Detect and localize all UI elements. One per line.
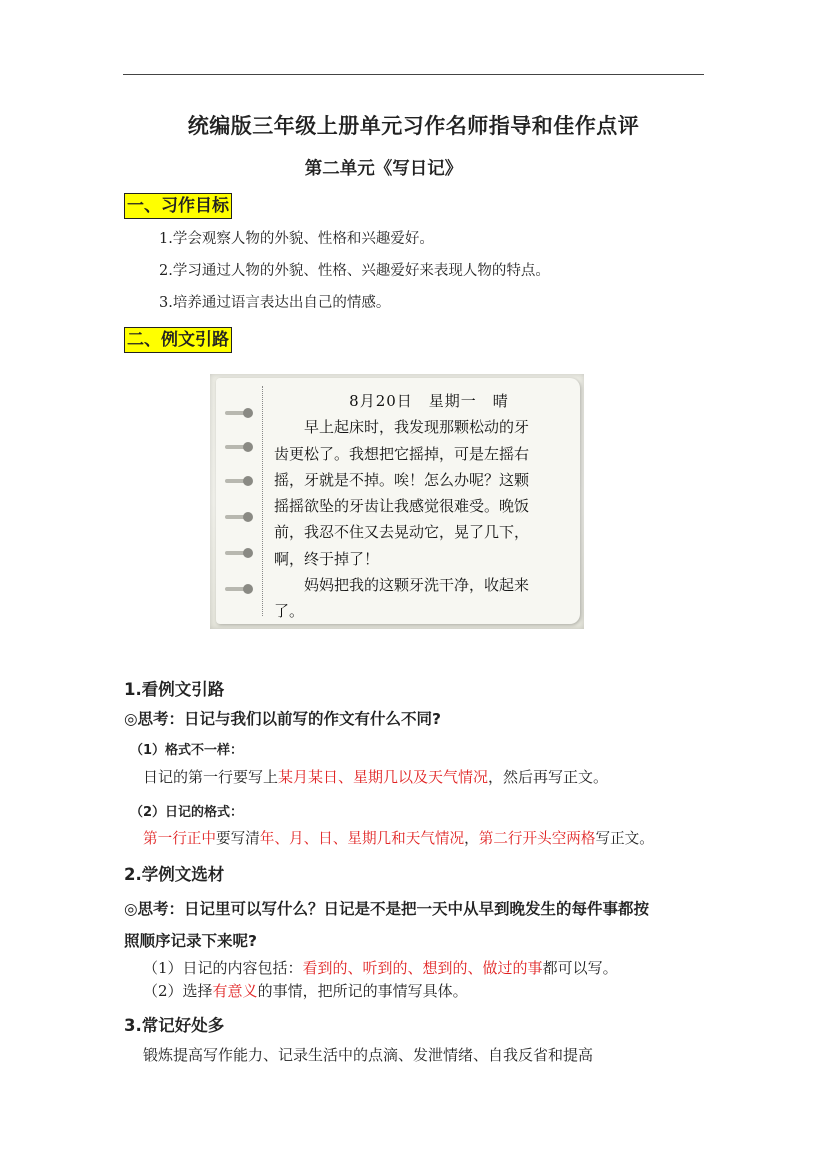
part2-item1 (143, 957, 618, 978)
diary-text (274, 388, 584, 625)
diary-date-line: 8月20日 星期一 晴 (349, 392, 509, 410)
part1-point1-label: （1）格式不一样： (130, 743, 244, 758)
red-text-span: 有意义 (212, 982, 258, 1000)
section-heading-goals: 一、习作目标 (124, 193, 232, 219)
text-span: 要写清 (215, 830, 260, 847)
part1-point2-label: （2）日记的格式： (130, 805, 244, 820)
text-span: 日记的第一行要写上 (143, 768, 279, 786)
part1-point1-text (143, 766, 608, 787)
text-span: ， (464, 830, 479, 847)
part1-heading: 1.看例文引路 (124, 680, 225, 699)
part2-question-line2: 照顺序记录下来呢? (124, 932, 257, 950)
part2-item2 (143, 980, 468, 1001)
red-text-span: 第二行开头空两格 (478, 830, 596, 847)
binder-ring-icon (225, 442, 259, 452)
text-span: （1）日记的内容包括： (143, 959, 303, 977)
text-span: （2）选择 (143, 982, 213, 1000)
section-heading-example: 二、例文引路 (124, 327, 232, 353)
page-subtitle (0, 155, 827, 180)
page-title: 统编版三年级上册单元习作名师指导和佳作点评 (187, 114, 640, 138)
goal-item: 3.培养通过语言表达出自己的情感。 (159, 295, 391, 311)
text-span: 写正文。 (595, 830, 654, 847)
goal-item: 1.学会观察人物的外貌、性格和兴趣爱好。 (159, 231, 434, 247)
binder-ring-icon (225, 548, 259, 558)
diary-line: 摇摇欲坠的牙齿让我感觉很难受。晚饭 (274, 497, 530, 516)
diary-line: 摇，牙就是不掉。唉！怎么办呢？这颗 (274, 470, 530, 489)
diary-line: 前，我忍不住又去晃动它，晃了几下， (274, 523, 530, 542)
part1-point2-text (143, 827, 654, 848)
text-span: 都可以写。 (542, 959, 618, 977)
part3-text: 锻炼提高写作能力、记录生活中的点滴、发泄情绪、自我反省和提高 (143, 1046, 594, 1064)
part2-question-line1: ◎思考：日记里可以写什么？日记是不是把一天中从早到晚发生的每件事都按 (124, 900, 650, 918)
binder-ring-icon (225, 408, 259, 418)
red-text-span: 年、月、日、星期几和天气情况 (259, 830, 465, 847)
part2-heading: 2.学例文选材 (124, 865, 225, 884)
diary-line: 妈妈把我的这颗牙洗干净，收起来 (274, 576, 530, 595)
subtitle-text: 第二单元《写日记》 (304, 159, 463, 179)
text-span: ，然后再写正文。 (488, 768, 609, 786)
header-rule (123, 74, 704, 75)
text-span: 的事情，把所记的事情写具体。 (257, 982, 468, 1000)
notebook-margin-line (262, 386, 263, 616)
diary-line: 啊，终于掉了！ (274, 549, 380, 568)
binder-ring-icon (225, 584, 259, 594)
binder-ring-icon (225, 512, 259, 522)
binder-ring-icon (225, 476, 259, 486)
notebook-page (216, 378, 580, 624)
goal-item: 2.学习通过人物的外貌、性格、兴趣爱好来表现人物的特点。 (159, 263, 550, 279)
part3-heading: 3.常记好处多 (124, 1016, 225, 1035)
diary-line: 早上起床时，我发现那颗松动的牙 (274, 418, 530, 437)
diary-line: 齿更松了。我想把它摇掉，可是左摇右 (274, 444, 530, 463)
diary-notebook-image (210, 374, 584, 629)
red-text-span: 第一行正中 (143, 830, 216, 847)
diary-line: 了。 (274, 602, 305, 621)
red-text-span: 某月某日、星期几以及天气情况 (278, 768, 489, 786)
part1-question: ◎思考：日记与我们以前写的作文有什么不同? (124, 710, 442, 728)
red-text-span: 看到的、听到的、想到的、做过的事 (302, 959, 543, 977)
